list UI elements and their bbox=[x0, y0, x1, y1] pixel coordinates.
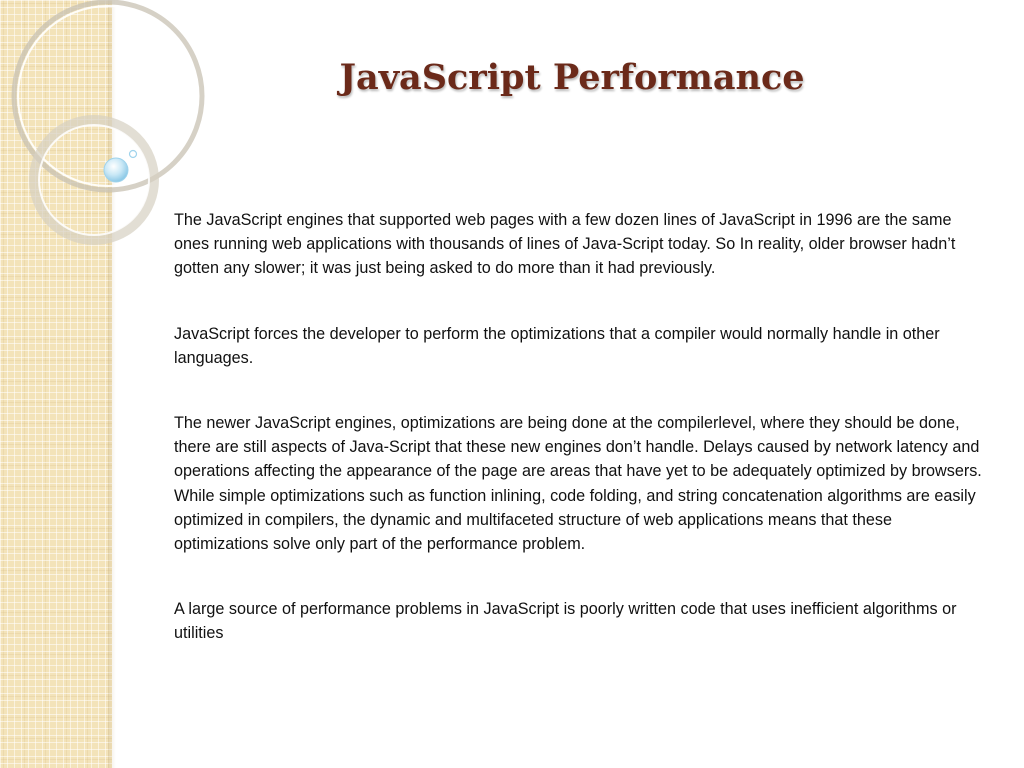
small-ring-inner bbox=[39, 125, 149, 235]
slide-title: JavaScript Performance bbox=[339, 57, 805, 98]
decorative-rings bbox=[0, 0, 160, 260]
paragraph-engines-history: The JavaScript engines that supported web pages with a few dozen lines of JavaScript in 1996 are the same ones running web applications with thousands of lines of Java-Script today. So In reality, older browser hadn’t gotten any slower; it was just being asked to do more than it had previously. bbox=[174, 211, 956, 278]
paragraph-poor-code: A large source of performance problems in JavaScript is poorly written code that uses inefficient algorithms or utilities bbox=[174, 600, 957, 643]
paragraph-developer-optimizations: JavaScript forces the developer to perform the optimizations that a compiler would normally handle in other languages. bbox=[174, 324, 940, 367]
small-bubble-icon bbox=[130, 151, 137, 158]
blue-bubble-icon bbox=[104, 158, 128, 182]
paragraph-newer-engines: The newer JavaScript engines, optimizations are being done at the compilerlevel, where they should be done, there are still aspects of Java-Script that these new engines don’t handle. Delays caused by network latency and operations affecting the appearance of the page are areas that have yet to be adequately optimized by browsers. While simple optimizations such as function inlining, code folding, and string concatenation algorithms are easily optimized in compilers, the dynamic and multifaceted structure of web applications means that these optimizations solve only part of the performance problem. bbox=[174, 414, 982, 554]
small-ring-outer bbox=[34, 120, 154, 240]
slide-body bbox=[174, 208, 984, 687]
